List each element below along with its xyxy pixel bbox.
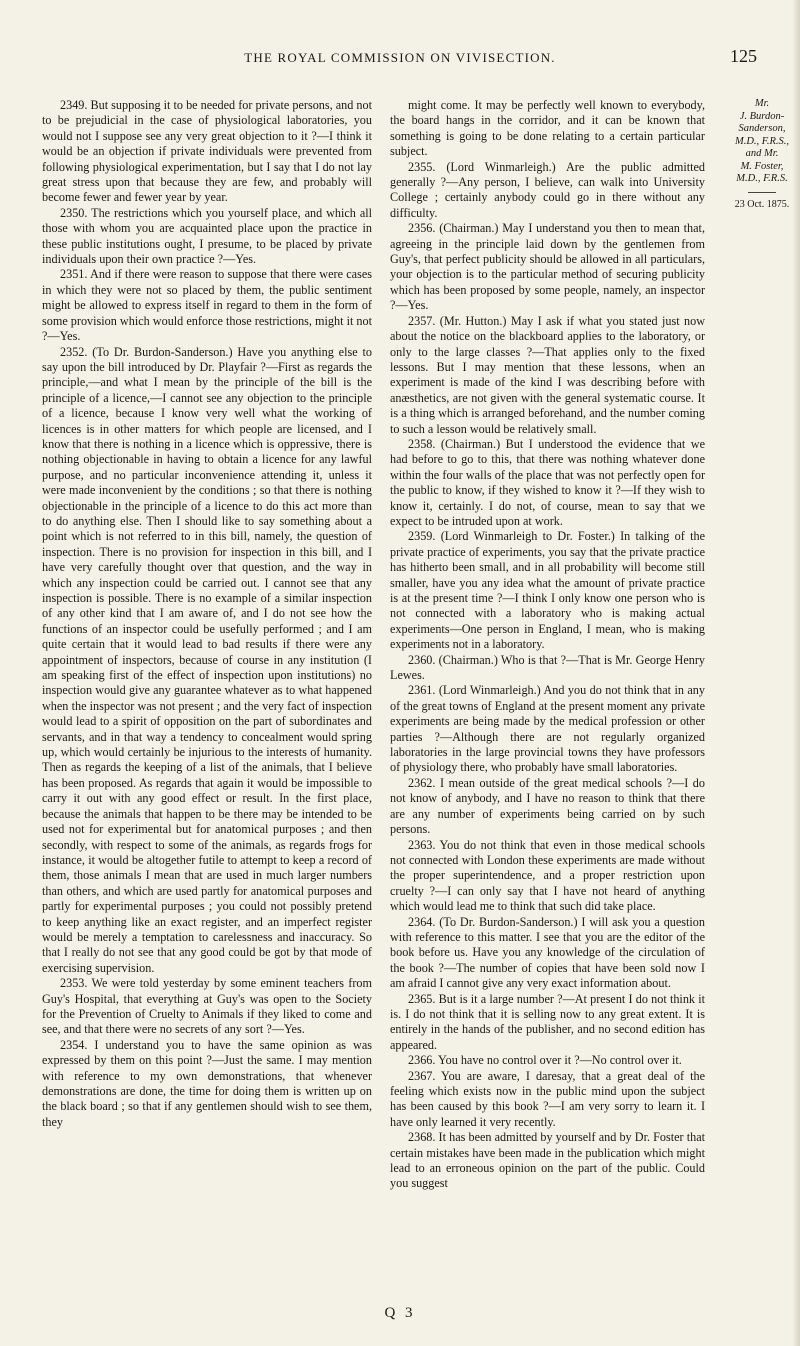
margin-divider (748, 192, 776, 193)
paragraph: 2361. (Lord Winmarleigh.) And you do not think that in any of the great towns of England at the present moment any private experiments are being made by the medical profession or other parties ?—Although there are not regularly organized laboratories in the large provincial towns they have professors of physiology there, who probably have small laboratories. (390, 683, 705, 775)
signature-mark: Q 3 (384, 1305, 416, 1321)
margin-note-line: M.D., F.R.S. (736, 173, 788, 184)
margin-note-line: M.D., F.R.S., (734, 135, 790, 147)
paragraph: 2353. We were told yesterday by some eminent teachers from Guy's Hospital, that everything at Guy's was open to the Society for the Prevention of Cruelty to Animals if they liked to come and see, and that there were no secrets of any sort ?—Yes. (42, 976, 372, 1037)
margin-note-line: and Mr. (745, 148, 779, 159)
witness-margin-note (726, 98, 798, 211)
right-column (390, 98, 705, 1192)
paragraph: 2351. And if there were reason to suppose that there were cases in which they were not so placed by them, the public sentiment might be allowed to express itself in regard to them in the form of some provision which would enforce those restrictions, might it not ?—Yes. (42, 267, 372, 344)
margin-note-line: M. Foster, (740, 160, 784, 172)
paragraph: might come. It may be perfectly well known to everybody, the board hangs in the corridor, and it can be known that something is going to be done relating to a certain particular subject. (390, 98, 705, 159)
paragraph: 2364. (To Dr. Burdon-Sanderson.) I will ask you a question with reference to this matter. I see that you are the editor of the book before us. Have you any knowledge of the circulation of the book ?—The number of copies that have been sold now I am afraid I cannot give any very exact information about. (390, 914, 705, 991)
left-column (42, 98, 372, 1130)
paragraph: 2354. I understand you to have the same opinion as was expressed by them on this point ?—Just the same. I may mention with reference to my own demonstrations, that whenever demonstrations are done, the time for doing them is written up on the black board ; so that if any gentlemen should wish to see them, they (42, 1037, 372, 1129)
margin-note-line: Mr. (754, 98, 770, 109)
paragraph: 2363. You do not think that even in those medical schools not connected with London these experiments are made without the proper superintendence, and a proper restriction upon cruelty ?—I can only say that I have not heard of anything which would lead me to think that such did take place. (390, 837, 705, 914)
paragraph: 2365. But is it a large number ?—At present I do not think it is. I do not think that it is selling now to any great extent. It is entirely in the hands of the publisher, and no second edition has appeared. (390, 991, 705, 1052)
paragraph: 2355. (Lord Winmarleigh.) Are the public admitted generally ?—Any person, I believe, can walk into University College ; certainly anybody could go in there without any difficulty. (390, 159, 705, 220)
paragraph: 2349. But supposing it to be needed for private persons, and not to be prejudicial in the case of physiological laboratories, you would not I suppose see any very great objection to it ?—I think it would be an objection if private individuals were prevented from following physiological experimentation, but I say that I do not lay great stress upon that because they are few, and probably will become fewer and fewer year by year. (42, 98, 372, 205)
paragraph: 2352. (To Dr. Burdon-Sanderson.) Have you anything else to say upon the bill introduced by Dr. Playfair ?—First as regards the principle,—and what I mean by the principle of the bill is the principle of a licence,—I cannot see any objection to the principle of a licence, because I know very well what the working of licences is in other matters for which people are licensed, and I know that there is nothing in a licence which is oppressive, there is nothing objectionable in having to obtain a licence for any lawful purpose, and no particular inconvenience attending it, unless it were made inconvenient by the conditions ; so that there is nothing objectionable in the principle of a licence to do this act more than to do anything else. Then I should like to say something about a point which is not referred to in this bill, namely, the question of inspection. There is no provision for inspection in this bill, and I have very carefully thought over that question, and the way in which any inspection could be carried out. I cannot see that any inspection is possible. There is no example of a similar inspection of any other kind that I am aware of, and I do not see how the functions of an inspector could be usefully performed ; and I am quite certain that it would lead to bad results if there were any appointment of inspectors, because of course in any institution (I am speaking first of the effect of inspection upon institutions) no inspection would give any guarantee whatever as to what happened when the inspector was not present ; and the very fact of inspection would lead to a spirit of opposition on the part of subordinates and servants, and in that way a tendency to concealment would spring up, which would certainly be injurious to the interests of humanity. Then as regards the keeping of a list of the animals, that I believe has been proposed. As regards that again it would be impossible to carry it out with any good effect or result. In the first place, because the animals that happen to be there may be intended to be used not for experimental but for anatomical purposes ; and then secondly, with respect to some of the animals, as regards frogs for instance, it would be altogether futile to attempt to keep a record of them, those animals I mean that are used in much larger numbers than others, and which are used partly for anatomical purposes and partly for experimental purposes ; you could not possibly pretend to keep anything like an exact register, and an imperfect register would be merely a temptation to carelessness and inaccuracy. So that I really do not see that any good could be got by that mode of exercising supervision. (42, 344, 372, 975)
paragraph: 2362. I mean outside of the great medical schools ?—I do not know of anybody, and I have no reason to think that there are any number of experiments being carried on by such persons. (390, 775, 705, 837)
margin-date: 23 Oct. 1875. (734, 198, 790, 210)
page-edge-shadow (792, 0, 800, 1346)
paragraph: 2360. (Chairman.) Who is that ?—That is Mr. George Henry Lewes. (390, 652, 705, 683)
paragraph: 2366. You have no control over it ?—No control over it. (408, 1053, 682, 1068)
paragraph: 2367. You are aware, I daresay, that a great deal of the feeling which exists now in the public mind upon the subject has been caused by this book ?—I am very sorry to learn it. I have only learned it very recently. (390, 1068, 705, 1129)
paragraph: 2368. It has been admitted by yourself and by Dr. Foster that certain mistakes have been made in the publication which might lead to an erroneous opinion on the part of the public. Could you suggest (390, 1130, 705, 1191)
margin-note-line: J. Burdon- (739, 110, 785, 122)
page-number: 125 (730, 46, 757, 66)
paragraph: 2357. (Mr. Hutton.) May I ask if what you stated just now about the notice on the blackboard applies to the laboratory, or only to the large classes ?—That applies only to the fixed lessons. But I may mention that these lessons, when an experiment is made of the kind I was describing before with anæsthetics, are not given with the general systematic course. It is a thing which is arranged beforehand, and the number coming to such a lesson would be relatively small. (390, 313, 705, 436)
paragraph: 2359. (Lord Winmarleigh to Dr. Foster.) In talking of the private practice of experiments, you say that the private practice has hitherto been small, and in all probability will become still smaller, have you any idea what the amount of private practice is at the present time ?—I think I only know one person who is not connected with a laboratory who is making actual experiments—One person in England, I mean, who is making experiments not in a laboratory. (390, 529, 705, 652)
paragraph: 2356. (Chairman.) May I understand you then to mean that, agreeing in the principle laid down by the gentlemen from Guy's, that perfect publicity should be allowed in all particulars, your objection is to the particular method of securing publicity which has been proposed by some people, namely, an inspector ?—Yes. (390, 221, 705, 313)
margin-note-line: Sanderson, (738, 123, 786, 134)
running-head: THE ROYAL COMMISSION ON VIVISECTION. (244, 50, 556, 65)
paragraph: 2358. (Chairman.) But I understood the evidence that we had before to go to this, that there was nothing whatever done within the four walls of the place that was not perfectly open for the public to know, if they wished to know it ?—If they wish to know it, certainly. I do not, of course, mean to say that we expect to be intruded upon at work. (390, 436, 705, 528)
paragraph: 2350. The restrictions which you yourself place, and which all those with whom you are acquainted place upon the practice in these public institutions ought, I presume, to be placed by private individuals upon their own practice ?—Yes. (42, 205, 372, 267)
page-header (0, 46, 800, 70)
